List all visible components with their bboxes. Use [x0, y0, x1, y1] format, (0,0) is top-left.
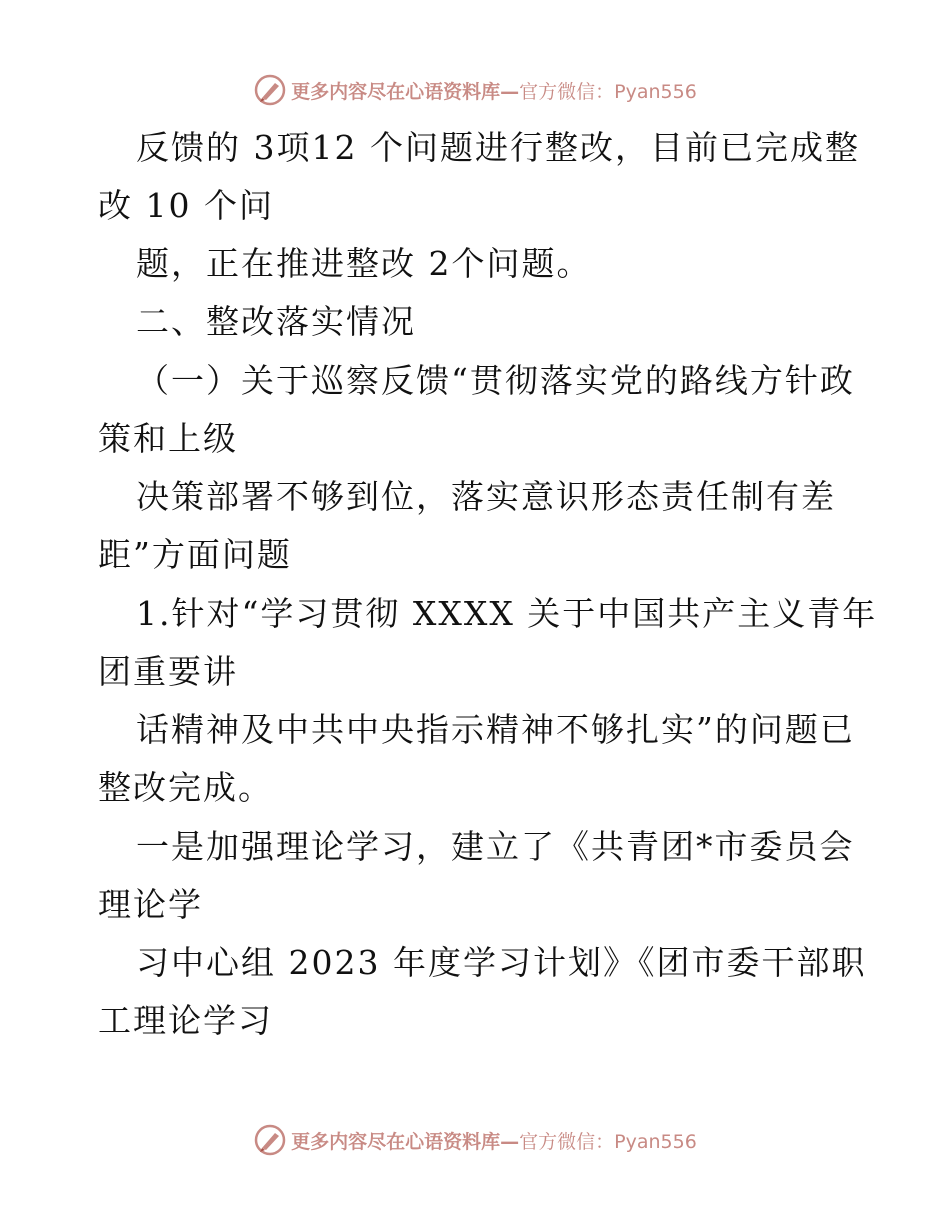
subsection-heading: （一）关于巡察反馈“贯彻落实党的路线方针政	[136, 361, 855, 400]
body-line: 决策部署不够到位，落实意识形态责任制有差	[136, 477, 836, 516]
body-line: 工理论学习	[98, 1001, 273, 1040]
body-line: 话精神及中共中央指示精神不够扎实”的问题已	[136, 710, 855, 749]
watermark-text: 更多内容尽在心语资料库—	[291, 1130, 520, 1153]
watermark-text: 更多内容尽在心语资料库—	[291, 80, 520, 103]
section-heading: 二、整改落实情况	[136, 302, 416, 341]
pen-logo-icon	[253, 1123, 287, 1157]
header-watermark	[0, 73, 950, 107]
body-line: 团重要讲	[98, 652, 238, 691]
body-line: 习中心组 2023 年度学习计划》《团市委干部职	[136, 943, 867, 982]
body-line: 整改完成。	[98, 768, 273, 807]
watermark-contact: 官方微信：Pyan556	[519, 1130, 697, 1153]
body-line: 题，正在推进整改 2个问题。	[136, 244, 592, 283]
body-line: 理论学	[98, 885, 203, 924]
footer-watermark	[0, 1123, 950, 1157]
body-line: 一是加强理论学习，建立了《共青团*市委员会	[136, 827, 855, 866]
pen-logo-icon	[253, 73, 287, 107]
body-line: 改 10 个问	[98, 186, 274, 225]
body-line: 策和上级	[98, 419, 238, 458]
body-line: 反馈的 3项12 个问题进行整改，目前已完成整	[136, 128, 860, 167]
watermark-contact: 官方微信：Pyan556	[519, 80, 697, 103]
body-line: 距”方面问题	[98, 535, 292, 574]
body-line: 1.针对“学习贯彻 XXXX 关于中国共产主义青年	[136, 594, 878, 633]
